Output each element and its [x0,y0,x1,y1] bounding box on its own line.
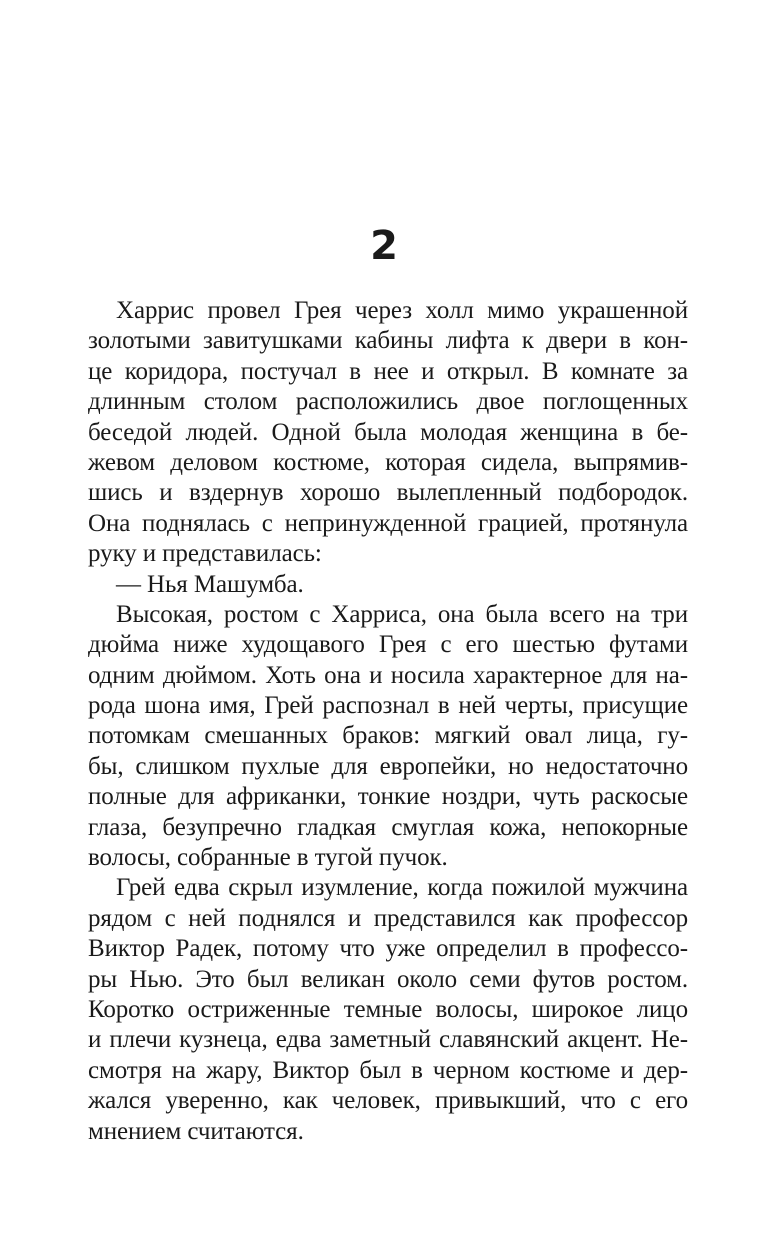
chapter-text [88,296,688,1147]
text-line: Харрис провел Грея через холл мимо украшенной [116,297,688,324]
text-line: Она поднялась с непринужденной грацией, протянула [88,509,688,537]
text-line: Высокая, ростом с Харриса, она была всего на три [116,600,688,628]
text-line: волосы, собранные в тугой пучок. [88,844,448,872]
text-line: шись и вздернув хорошо вылепленный подбородок. [88,479,688,507]
text-line: и плечи кузнеца, едва заметный славянский акцент. Не- [88,1026,688,1054]
text-line: дюйма ниже худощавого Грея с его шестью футами [88,631,688,659]
text-line: жевом деловом костюме, которая сидела, выпрямив- [88,448,688,476]
text-line: одним дюймом. Хоть она и носила характерное для на- [88,661,688,689]
text-line: глаза, безупречно гладкая смуглая кожа, непокорные [88,813,688,841]
text-line: рядом с ней поднялся и представился как профессор [88,904,688,932]
text-line: Коротко остриженные темные волосы, широкое лицо [88,995,688,1023]
text-line: потомкам смешанных браков: мягкий овал лица, гу- [88,722,688,750]
text-line: рода шона имя, Грей распознал в ней черты, присущие [88,692,688,720]
text-line: золотыми завитушками кабины лифта к двери в кон- [88,327,688,355]
text-line: полные для африканки, тонкие ноздри, чуть раскосые [88,783,688,811]
text-line: ры Нью. Это был великан около семи футов ростом. [88,965,688,993]
text-line: Виктор Радек, потому что уже определил в профессо- [88,935,688,963]
text-line: це коридора, постучал в нее и открыл. В комнате за [88,357,688,385]
text-line: длинным столом расположились двое поглощенных [88,388,688,416]
text-line: жался уверенно, как человек, привыкший, что с его [88,1087,688,1115]
text-line: руку и представилась: [88,540,322,568]
text-line: мнением считаются. [88,1117,304,1145]
text-line: смотря на жару, Виктор был в черном костюме и дер- [88,1056,688,1084]
chapter-number: 2 [370,223,398,269]
dialogue-line: — Нья Машумба. [116,570,304,598]
text-line: бы, слишком пухлые для европейки, но недостаточно [88,752,688,780]
text-line: беседой людей. Одной была молодая женщина в бе- [88,418,688,446]
text-line: Грей едва скрыл изумление, когда пожилой мужчина [116,874,688,902]
